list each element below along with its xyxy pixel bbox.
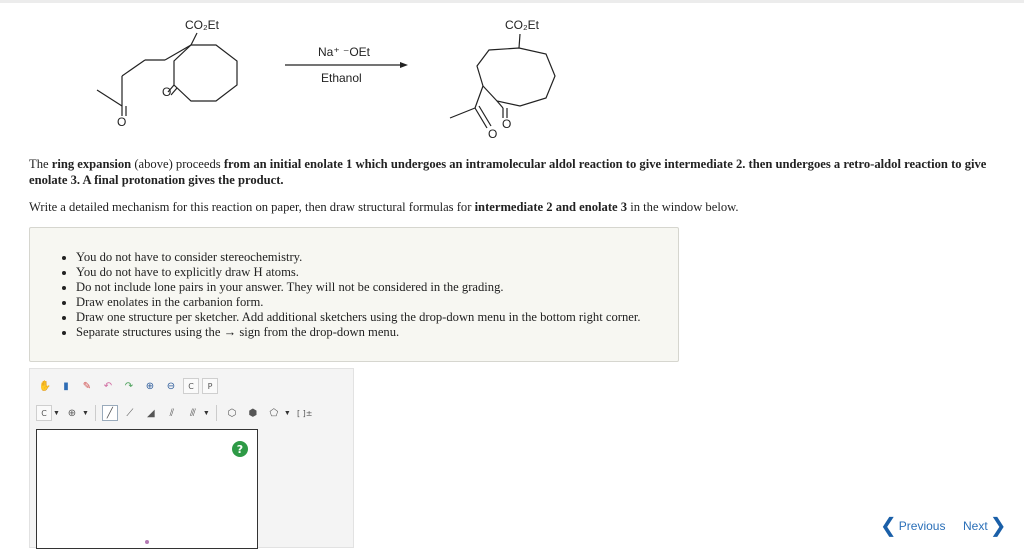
q1-text-1: The bbox=[29, 157, 52, 171]
eraser-icon[interactable]: ▮ bbox=[63, 380, 69, 392]
cyclohexane-ring-icon[interactable]: ⬢ bbox=[248, 407, 258, 419]
zoom-in-icon[interactable]: ⊕ bbox=[145, 380, 155, 392]
product-ring-oxygen: O bbox=[502, 117, 512, 131]
question-paragraph-1 bbox=[29, 156, 989, 188]
triple-bond-icon[interactable]: ⫻ bbox=[189, 407, 196, 419]
product-ketone-oxygen: O bbox=[488, 127, 498, 141]
cyclopentane-ring-icon[interactable]: ⬠ bbox=[269, 407, 279, 419]
instructions-box bbox=[29, 227, 679, 362]
instructions-list bbox=[30, 250, 678, 340]
reagent-label: Na⁺ ⁻OEt bbox=[318, 45, 371, 59]
molecule-sketcher bbox=[29, 368, 354, 548]
sketcher-toolbar-top bbox=[36, 375, 218, 397]
zoom-out-icon[interactable]: ⊖ bbox=[166, 380, 176, 392]
q1-bold-2: from an initial enolate 1 which undergoes an intramolecular aldol reaction to give intermediate 2. then undergoes a retro-aldol reaction to give enolate 3. A final protonation gives the product. bbox=[29, 157, 987, 187]
q2-text-2: in the window below. bbox=[627, 200, 739, 214]
top-divider bbox=[0, 0, 1024, 3]
undo-icon[interactable]: ↶ bbox=[103, 380, 113, 392]
chevron-right-icon: ❯ bbox=[989, 515, 1007, 537]
bold-bond-icon[interactable]: ⟋ bbox=[126, 407, 134, 419]
copy-button[interactable]: C bbox=[183, 378, 199, 394]
previous-label: Previous bbox=[898, 519, 946, 533]
instruction-item: • Draw enolates in the carbanion form. bbox=[76, 295, 678, 310]
next-button[interactable] bbox=[963, 517, 1006, 535]
q1-text-2: (above) proceeds bbox=[131, 157, 224, 171]
instruction-item: • Draw one structure per sketcher. Add additional sketchers using the drop-down menu in the bottom right corner. bbox=[76, 310, 678, 325]
chevron-left-icon: ❮ bbox=[880, 515, 897, 537]
solvent-label: Ethanol bbox=[321, 71, 362, 85]
wedge-bond-icon[interactable]: ◢ bbox=[147, 407, 155, 419]
instruction-item: • Separate structures using the → sign from the drop-down menu. bbox=[76, 325, 678, 340]
q2-bold-1: intermediate 2 and enolate 3 bbox=[474, 200, 628, 214]
lasso-pencil-icon[interactable]: ✎ bbox=[82, 380, 92, 392]
toolbar-separator bbox=[216, 405, 217, 421]
pan-hand-icon[interactable]: ✋ bbox=[38, 380, 52, 392]
charge-selector[interactable]: ⊕ bbox=[67, 407, 77, 419]
next-label: Next bbox=[963, 519, 988, 533]
charge-dropdown-icon[interactable]: ▼ bbox=[81, 409, 89, 417]
ring-dropdown-icon[interactable]: ▼ bbox=[283, 409, 291, 417]
reactant-ring-oxygen: O bbox=[162, 85, 172, 99]
bracket-tool[interactable]: [ ]± bbox=[297, 408, 313, 418]
q2-text-1: Write a detailed mechanism for this reaction on paper, then draw structural formulas for bbox=[29, 200, 475, 214]
reaction-scheme bbox=[0, 8, 1024, 148]
product-ester-label: CO₂Et bbox=[505, 18, 539, 32]
q1-bold-1: ring expansion bbox=[51, 157, 132, 171]
reactant-ketone-oxygen: O bbox=[117, 115, 127, 129]
double-bond-icon[interactable]: ⫽ bbox=[169, 407, 175, 419]
benzene-ring-icon[interactable]: ⬡ bbox=[227, 407, 237, 419]
redo-icon[interactable]: ↷ bbox=[124, 380, 134, 392]
help-icon[interactable]: ? bbox=[232, 441, 248, 457]
sketcher-toolbar-bottom bbox=[36, 402, 316, 424]
canvas-cursor-dot bbox=[145, 540, 149, 544]
drawing-canvas[interactable] bbox=[36, 429, 258, 549]
instruction-item: • Do not include lone pairs in your answer. They will not be considered in the grading. bbox=[76, 280, 678, 295]
paste-button[interactable]: P bbox=[202, 378, 218, 394]
question-paragraph-2 bbox=[29, 199, 989, 215]
reactant-ester-label: CO₂Et bbox=[185, 18, 219, 32]
previous-button[interactable] bbox=[880, 517, 945, 535]
bond-dropdown-icon[interactable]: ▼ bbox=[202, 409, 210, 417]
element-selector[interactable]: C bbox=[36, 405, 52, 421]
single-bond-icon[interactable]: ╱ bbox=[102, 405, 118, 421]
element-dropdown-icon[interactable]: ▼ bbox=[53, 409, 60, 417]
toolbar-separator bbox=[95, 405, 96, 421]
instruction-item: • You do not have to explicitly draw H atoms. bbox=[76, 265, 678, 280]
instruction-item: • You do not have to consider stereochemistry. bbox=[76, 250, 678, 265]
